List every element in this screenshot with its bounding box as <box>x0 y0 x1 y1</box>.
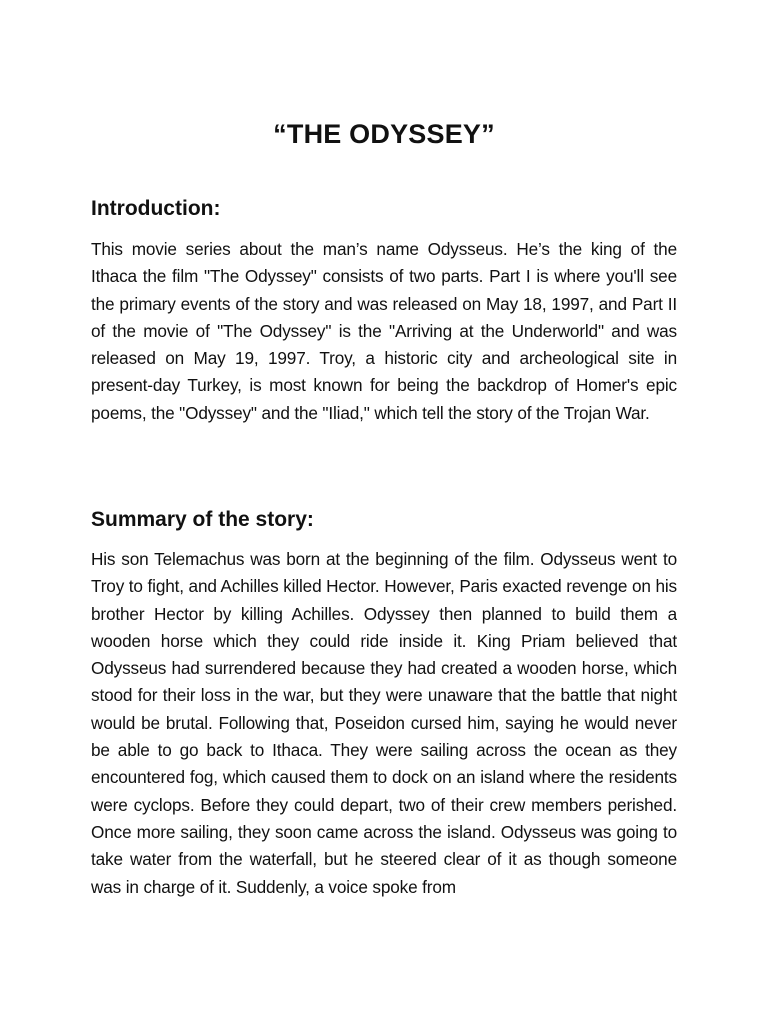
section-body-introduction: This movie series about the man’s name Odysseus. He’s the king of the Ithaca the film "The Odyssey" consists of two parts. Part I is where you'll see the primary events of the story and was released on May 18, 1997, and Part II of the movie of "The Odyssey" is the "Arriving at the Underworld" and was released on May 19, 1997. Troy, a historic city and archeological site in present-day Turkey, is most known for being the backdrop of Homer's epic poems, the "Odyssey" and the "Iliad," which tell the story of the Trojan War. <box>91 239 677 423</box>
section-body-summary: His son Telemachus was born at the beginning of the film. Odysseus went to Troy to fight, and Achilles killed Hector. However, Paris exacted revenge on his brother Hector by killing Achilles. Odyssey then planned to build them a wooden horse which they could ride inside it. King Priam believed that Odysseus had surrendered because they had created a wooden horse, which stood for their loss in the war, but they were unaware that the battle that night would be brutal. Following that, Poseidon cursed him, saying he would never be able to go back to Ithaca. They were sailing across the ocean as they encountered fog, which caused them to dock on an island where the residents were cyclops. Before they could depart, two of their crew members perished. Once more sailing, they soon came across the island. Odysseus was going to take water from the waterfall, but he steered clear of it as though someone was in charge of it. Suddenly, a voice spoke from <box>91 549 677 897</box>
section-heading-introduction: Introduction: <box>91 197 221 220</box>
document-title: “THE ODYSSEY” <box>273 119 495 150</box>
section-heading-summary: Summary of the story: <box>91 508 314 531</box>
